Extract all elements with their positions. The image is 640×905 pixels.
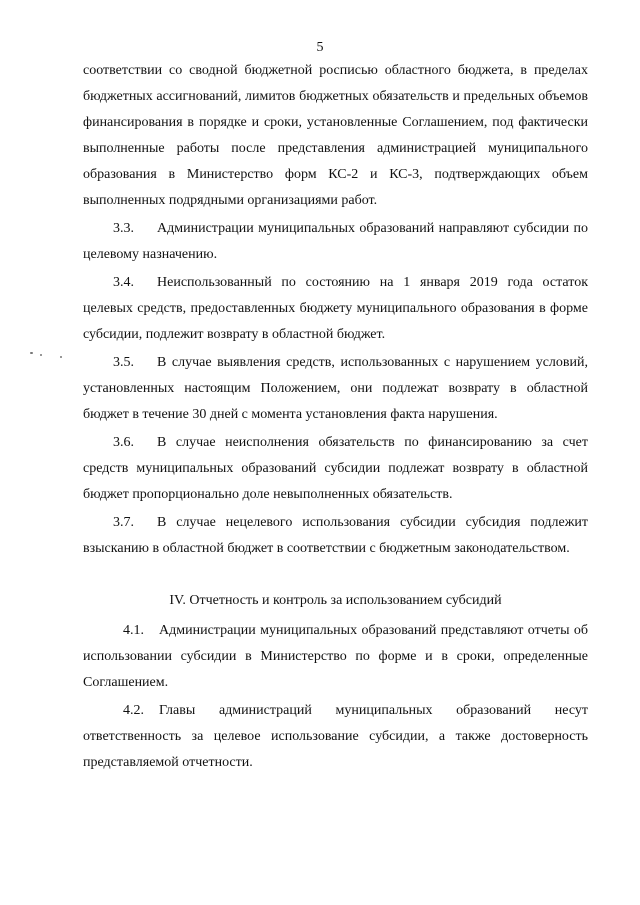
clause-3-7 (83, 510, 588, 562)
clause-number: 3.6. (113, 435, 134, 450)
intro-paragraph: соответствии со сводной бюджетной росписью областного бюджета, в пределах бюджетных ассигнований, лимитов бюджетных обязательств и предельных объемов финансирования в порядке и сроки, установленные Соглашением, под фактически выполненные работы после представления администрацией муниципального образования в Министерство форм КС-2 и КС-3, подтверждающих объем выполненных подрядными организациями работ. (83, 63, 588, 208)
scan-artifact (30, 352, 33, 354)
section-heading: IV. Отчетность и контроль за использованием субсидий (169, 593, 502, 608)
clause-3-4 (83, 270, 588, 348)
clause-3-5 (83, 350, 588, 428)
clause-3-3 (83, 216, 588, 268)
clause-text: Главы администраций муниципальных образований несут ответственность за целевое использование субсидии, а также достоверность представляемой отчетности. (83, 703, 588, 770)
page-number: 5 (316, 40, 324, 55)
clause-number: 3.7. (113, 515, 134, 530)
document-body (83, 58, 588, 776)
clause-3-6 (83, 430, 588, 508)
clause-number: 3.3. (113, 221, 134, 236)
scan-artifact (60, 356, 62, 358)
clause-number: 4.1. (123, 623, 144, 638)
clause-number: 3.4. (113, 275, 134, 290)
clause-text: В случае неисполнения обязательств по финансированию за счет средств муниципальных образований субсидии подлежат возврату в областной бюджет пропорционально доле невыполненных обязательств. (83, 435, 588, 502)
clause-text: В случае выявления средств, использованных с нарушением условий, установленных настоящим Положением, они подлежат возврату в областной бюджет в течение 30 дней с момента установления факта нарушения. (83, 355, 588, 422)
clause-text: Администрации муниципальных образований направляют субсидии по целевому назначению. (83, 221, 588, 262)
scan-artifact (40, 354, 42, 356)
clause-4-1 (83, 618, 588, 696)
clause-text: В случае нецелевого использования субсидии субсидия подлежит взысканию в областной бюджет в соответствии с бюджетным законодательством. (83, 515, 588, 556)
clause-4-2 (83, 698, 588, 776)
clause-text: Неиспользованный по состоянию на 1 января 2019 года остаток целевых средств, предоставленных бюджету муниципального образования в форме субсидии, подлежит возврату в областной бюджет. (83, 275, 588, 342)
clause-text: Администрации муниципальных образований представляют отчеты об использовании субсидии в Министерство по форме и в сроки, определенные Соглашением. (83, 623, 588, 690)
clause-number: 3.5. (113, 355, 134, 370)
clause-number: 4.2. (123, 703, 144, 718)
